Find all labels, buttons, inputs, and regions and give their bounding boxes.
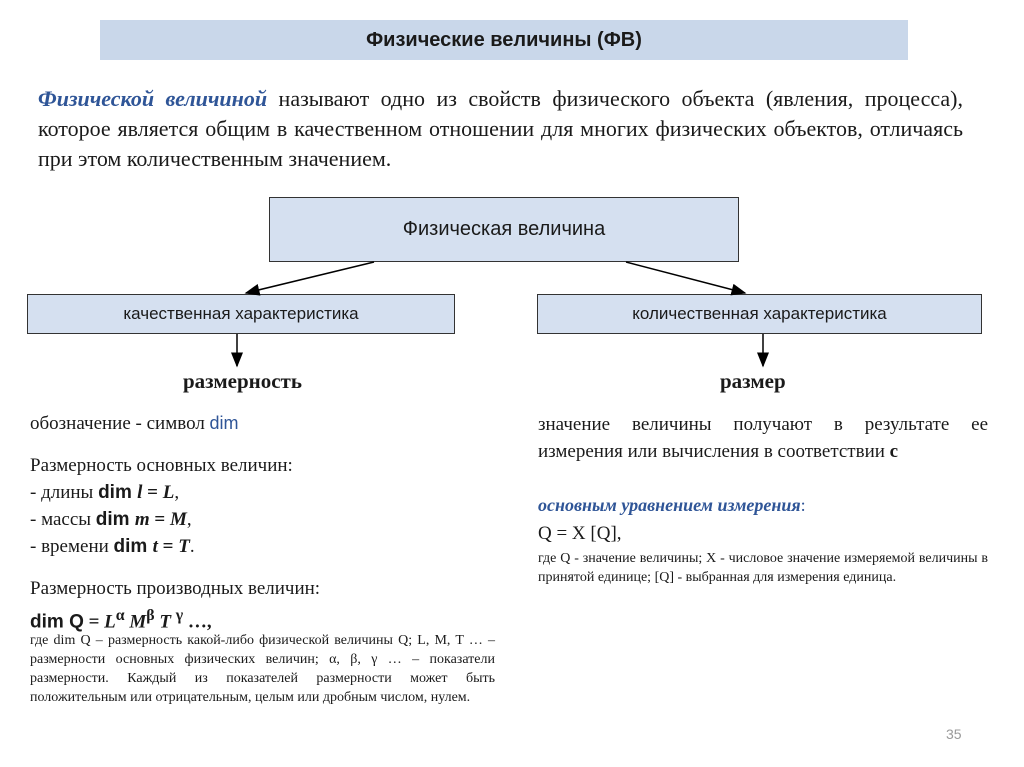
derived-explanation: где dim Q – размерность какой-либо физической величины Q; L, M, T … – размерности основных физических величин; α, β, γ … – показатели размерности. Каждый из показателей размерности может быть положительным или отрицательным, целым или дробным числом, нулем.: [30, 633, 495, 705]
arrow-root-to-right: [626, 262, 745, 293]
definition-term: Физической величиной: [38, 86, 268, 111]
basic-item-time: - времени dim t = T.: [30, 536, 195, 557]
right-heading: размер: [720, 369, 786, 393]
basic-dimensions-header: Размерность основных величин:: [30, 455, 293, 476]
diagram-right-label: количественная характеристика: [632, 304, 887, 323]
basic-item-length: - длины dim l = L,: [30, 482, 180, 503]
size-description: [538, 411, 988, 465]
basic-dimensions: [30, 452, 500, 560]
arrow-root-to-left: [246, 262, 374, 293]
notation-prefix: обозначение - символ: [30, 413, 210, 434]
measurement-explanation: где Q - значение величины; X - числовое значение измеряемой величины в принятой единице; [Q] - выбранная для измерения единица.: [538, 551, 988, 585]
page-title-text: Физические величины (ФВ): [366, 28, 642, 51]
definition-text: называют одно из свойств физического объекта (явления, процесса), которое является общим в качественном отношении для многих физических объектов, отличаясь при этом количественным значением.: [38, 86, 963, 171]
derived-dimensions-header: Размерность производных величин:: [30, 578, 321, 599]
measurement-method: основным уравнением измерения: [538, 495, 801, 515]
derived-dimensions: [30, 575, 500, 635]
measurement-equation-label: основным уравнением измерения:: [538, 495, 806, 515]
size-text: значение величины получают в результате ее измерения или вычисления в соответствии: [538, 414, 988, 462]
page-number: 35: [946, 726, 962, 742]
derived-formula: dim $Q = L^\alpha$ $M^\beta$ T $^\gamma$ …,: [30, 607, 212, 633]
notation-line: [30, 410, 239, 437]
measurement-equation: Q = X [Q],: [538, 523, 622, 544]
diagram-root-label: Физическая величина: [402, 218, 606, 240]
size-text-bold: с: [889, 441, 899, 462]
notation-symbol: dim: [209, 413, 239, 433]
diagram-left-label: качественная характеристика: [123, 304, 359, 323]
basic-item-mass: - массы dim m = M,: [30, 509, 192, 530]
left-heading: размерность: [183, 369, 302, 393]
